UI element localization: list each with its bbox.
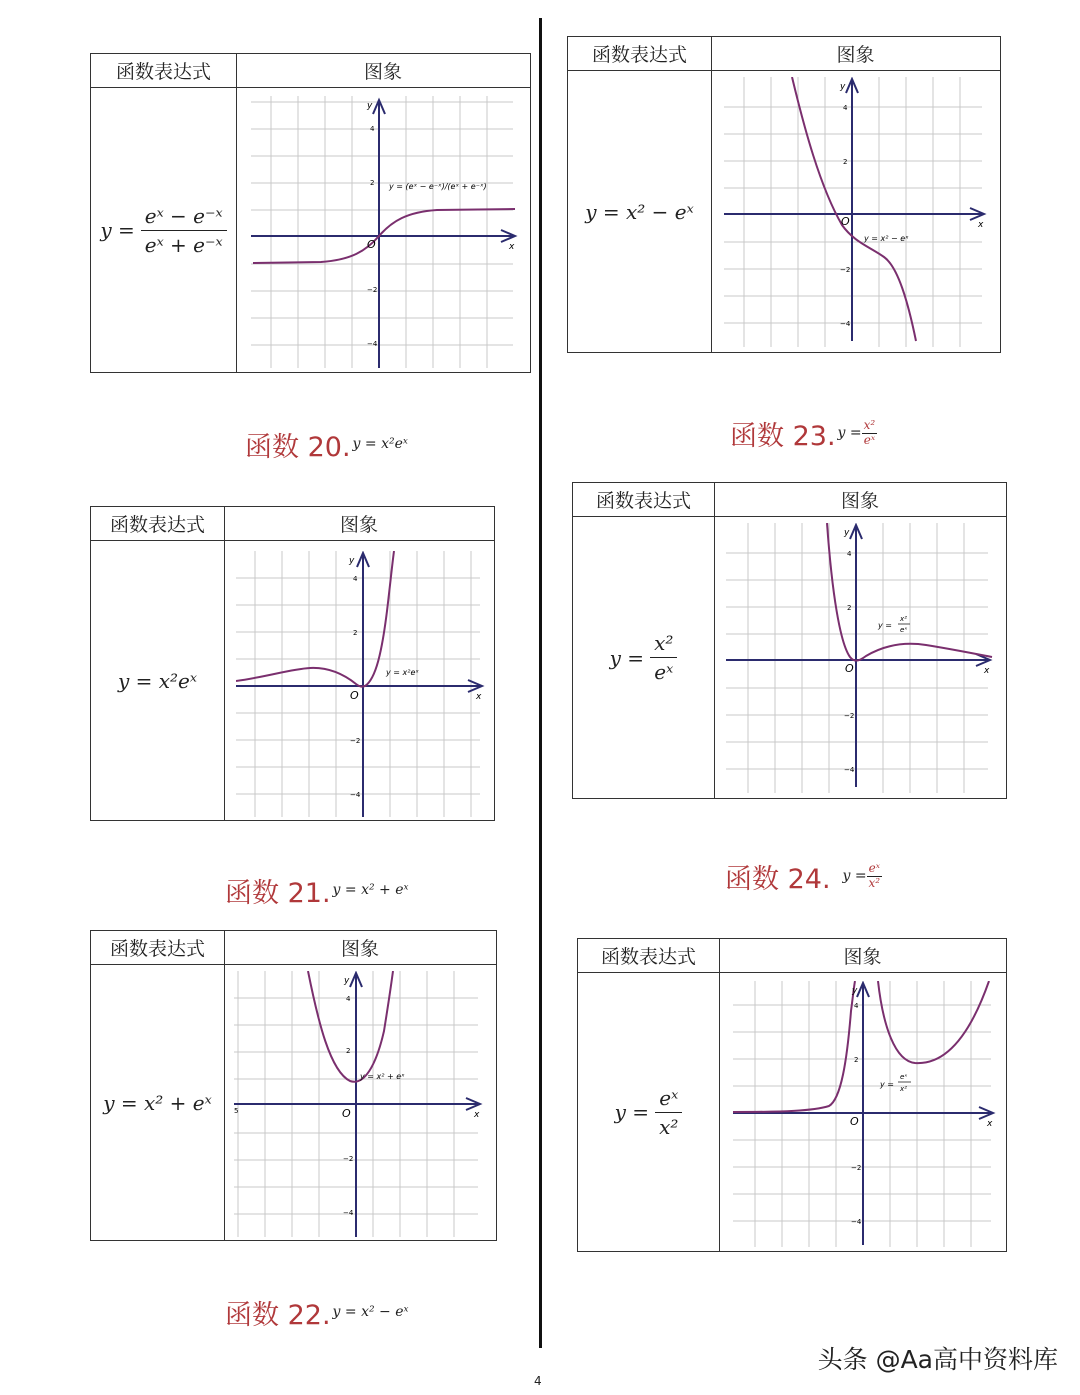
curve-label-denominator: x²	[900, 1085, 907, 1093]
origin-label: O	[850, 1115, 859, 1128]
function-table-25	[577, 938, 1007, 1252]
header-graph: 图象	[840, 490, 879, 512]
tick-label-neg2: −2	[851, 1164, 862, 1172]
expression-numerator: eˣ − e⁻ˣ	[141, 204, 227, 231]
y-axis-label: y	[852, 986, 858, 996]
x-axis-label: x	[984, 666, 990, 676]
tick-label-2: 2	[346, 1047, 351, 1055]
curve-label-lhs: y =	[878, 621, 892, 630]
heading-formula: y = x² + eˣ	[332, 882, 409, 898]
header-graph: 图象	[363, 61, 402, 83]
section-heading-20	[245, 422, 408, 466]
header-expression: 函数表达式	[591, 44, 687, 66]
curve-label: y = x² + eˣ	[360, 1072, 405, 1081]
heading-formula-numerator: eˣ	[868, 861, 880, 876]
heading-label: 函数 24.	[725, 863, 831, 895]
column-divider	[539, 18, 542, 1348]
tick-label-4: 4	[843, 104, 848, 112]
function-graph	[236, 551, 488, 817]
function-table-21	[90, 506, 495, 821]
x-axis-label: x	[474, 1110, 480, 1120]
section-heading-22	[225, 1290, 408, 1334]
expression-lhs: y =	[100, 218, 135, 242]
curve-label-numerator: x²	[900, 615, 907, 623]
curve-label-denominator: eˣ	[900, 626, 908, 634]
tick-label-4: 4	[854, 1002, 859, 1010]
heading-formula-denominator: eˣ	[863, 432, 876, 447]
heading-label: 函数 21.	[225, 877, 331, 909]
tick-label-4: 4	[353, 575, 358, 583]
header-expression: 函数表达式	[109, 938, 205, 960]
origin-label: O	[342, 1107, 351, 1120]
tick-label-4: 4	[346, 995, 351, 1003]
tick-label-5: 5	[234, 1107, 239, 1115]
expression-denominator: eˣ	[654, 660, 674, 684]
tick-label-4: 4	[847, 550, 852, 558]
curve-label: y = (eˣ − e⁻ˣ)/(eˣ + e⁻ˣ)	[389, 182, 487, 191]
expression-cell: y = x² − eˣ	[585, 199, 694, 224]
function-table-23	[567, 36, 1001, 353]
expression-cell	[91, 88, 236, 372]
expression-cell: y = x² + eˣ	[103, 1090, 212, 1115]
function-table-20	[90, 53, 531, 373]
function-curve	[308, 971, 393, 1082]
curve-label: y = x² − eˣ	[864, 234, 909, 243]
tick-label-2: 2	[843, 158, 848, 166]
heading-formula-lhs: y =	[842, 868, 867, 884]
function-curve	[792, 77, 916, 341]
function-curve-left-branch	[733, 981, 855, 1112]
heading-label: 函数 23.	[730, 420, 836, 452]
x-axis-label: x	[476, 692, 482, 702]
tick-label-neg4: −4	[840, 320, 851, 328]
grid	[236, 551, 480, 817]
expression-numerator: eˣ	[655, 1086, 682, 1113]
expression-lhs: y =	[614, 1100, 650, 1124]
header-graph: 图象	[339, 514, 378, 536]
y-axis-label: y	[349, 556, 355, 566]
watermark: 头条 @Aa高中资料库	[817, 1345, 1058, 1374]
heading-formula-lhs: y =	[837, 425, 862, 441]
tick-label-2: 2	[370, 179, 375, 187]
curve-label-numerator: eˣ	[900, 1073, 908, 1081]
y-axis-label: y	[367, 101, 373, 111]
function-table-24	[572, 482, 1007, 799]
heading-label: 函数 22.	[225, 1299, 331, 1331]
x-axis-label: x	[987, 1119, 993, 1129]
tick-label-neg4: −4	[350, 791, 361, 799]
y-axis-label: y	[344, 976, 350, 986]
header-graph: 图象	[843, 946, 882, 968]
header-graph: 图象	[340, 938, 379, 960]
function-graph	[733, 981, 999, 1247]
header-graph: 图象	[836, 44, 875, 66]
function-graph	[234, 971, 486, 1237]
heading-label: 函数 20.	[245, 431, 351, 463]
origin-label: O	[841, 215, 850, 228]
origin-label: O	[350, 689, 359, 702]
tick-label-neg2: −2	[367, 286, 378, 294]
tick-label-neg2: −2	[840, 266, 851, 274]
function-graph	[724, 77, 990, 347]
tick-label-neg2: −2	[844, 712, 855, 720]
tick-label-neg2: −2	[343, 1155, 354, 1163]
expression-lhs: y =	[609, 645, 645, 670]
expression-cell	[578, 973, 719, 1251]
function-table-22	[90, 930, 497, 1241]
expression-denominator: eˣ + e⁻ˣ	[144, 232, 223, 257]
expression-cell: y = x²eˣ	[117, 668, 197, 693]
tick-label-4: 4	[370, 125, 375, 133]
curve-label-lhs: y =	[880, 1080, 894, 1089]
tick-label-neg4: −4	[367, 340, 378, 348]
page-number: 4	[534, 1374, 542, 1388]
section-heading-21	[225, 868, 408, 912]
heading-formula-numerator: x²	[863, 418, 876, 433]
origin-label: O	[367, 238, 376, 251]
section-heading-23	[730, 410, 877, 456]
section-heading-24	[725, 853, 882, 899]
y-axis-label: y	[844, 528, 850, 538]
function-curve	[236, 551, 394, 687]
function-graph	[726, 523, 996, 793]
tick-label-2: 2	[854, 1056, 859, 1064]
origin-label: O	[845, 662, 854, 675]
x-axis-label: x	[978, 220, 984, 230]
function-curve-right-branch	[878, 981, 989, 1063]
header-expression: 函数表达式	[600, 946, 696, 968]
heading-formula: y = x² − eˣ	[332, 1304, 409, 1320]
expression-numerator: x²	[650, 631, 677, 658]
x-axis-label: x	[509, 242, 515, 252]
function-graph	[251, 96, 521, 368]
header-expression: 函数表达式	[109, 514, 205, 536]
tick-label-neg4: −4	[343, 1209, 354, 1217]
heading-formula: y = x²eˣ	[352, 436, 408, 452]
header-expression: 函数表达式	[595, 490, 691, 512]
header-expression: 函数表达式	[115, 61, 211, 83]
tick-label-2: 2	[847, 604, 852, 612]
y-axis-label: y	[840, 82, 846, 92]
tick-label-neg4: −4	[851, 1218, 862, 1226]
curve-label: y = x²eˣ	[386, 668, 419, 677]
expression-cell	[573, 517, 714, 798]
heading-formula-denominator: x²	[868, 875, 881, 890]
tick-label-neg2: −2	[350, 737, 361, 745]
expression-denominator: x²	[659, 1114, 679, 1139]
tick-label-neg4: −4	[844, 766, 855, 774]
tick-label-2: 2	[353, 629, 358, 637]
